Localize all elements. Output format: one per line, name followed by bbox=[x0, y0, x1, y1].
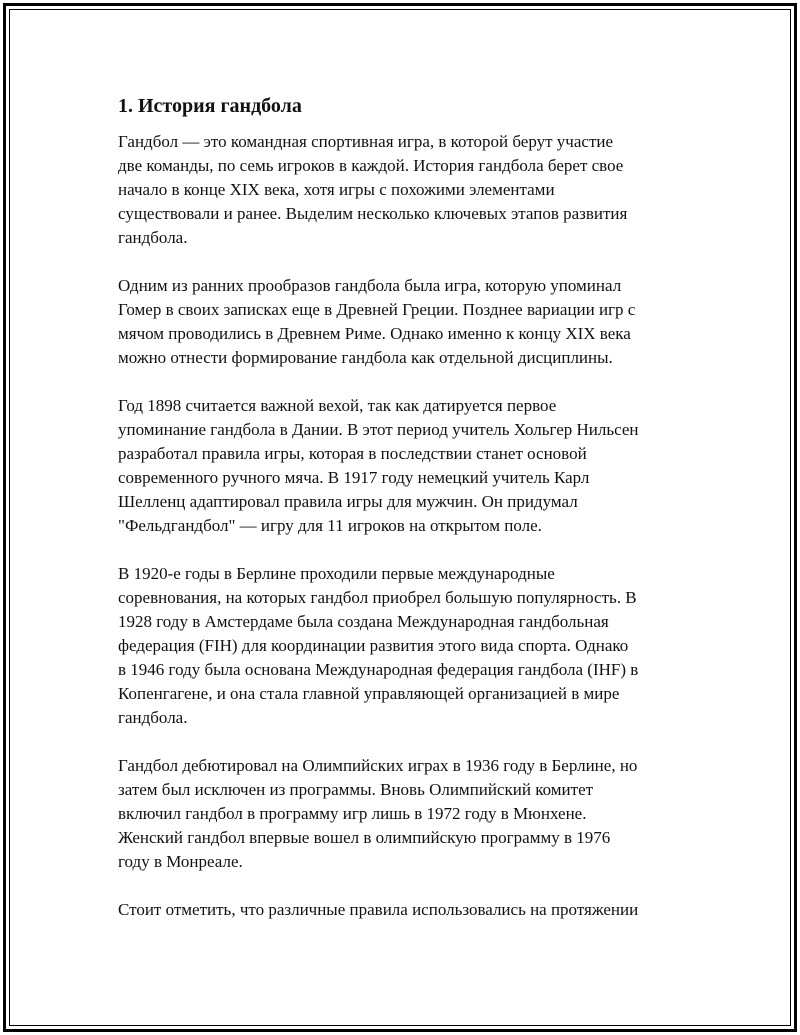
paragraph bbox=[118, 898, 690, 922]
text-line: 1928 году в Амстердаме была создана Международная гандбольная bbox=[118, 612, 609, 631]
text-line: существовали и ранее. Выделим несколько ключевых этапов развития bbox=[118, 204, 628, 223]
paragraph bbox=[118, 562, 690, 730]
text-line: Гандбол дебютировал на Олимпийских играх в 1936 году в Берлине, но bbox=[118, 756, 638, 775]
text-line: гандбола. bbox=[118, 708, 188, 727]
text-line: затем был исключен из программы. Вновь Олимпийский комитет bbox=[118, 780, 594, 799]
paragraph bbox=[118, 754, 690, 874]
text-line: Одним из ранних прообразов гандбола была игра, которую упоминал bbox=[118, 276, 622, 295]
paragraph bbox=[118, 274, 690, 370]
paragraph bbox=[118, 130, 690, 250]
text-line: современного ручного мяча. В 1917 году немецкий учитель Карл bbox=[118, 468, 590, 487]
text-line: "Фельдгандбол" — игру для 11 игроков на открытом поле. bbox=[118, 516, 542, 535]
text-line: Стоит отметить, что различные правила использовались на протяжении bbox=[118, 900, 639, 919]
text-line: мячом проводились в Древнем Риме. Однако именно к концу XIX века bbox=[118, 324, 631, 343]
text-line: можно отнести формирование гандбола как отдельной дисциплины. bbox=[118, 348, 613, 367]
text-line: начало в конце XIX века, хотя игры с похожими элементами bbox=[118, 180, 555, 199]
text-line: Копенгагене, и она стала главной управляющей организацией в мире bbox=[118, 684, 620, 703]
text-line: Шелленц адаптировал правила игры для мужчин. Он придумал bbox=[118, 492, 578, 511]
text-line: упоминание гандбола в Дании. В этот период учитель Хольгер Нильсен bbox=[118, 420, 639, 439]
text-line: Год 1898 считается важной вехой, так как датируется первое bbox=[118, 396, 557, 415]
text-line: Женский гандбол впервые вошел в олимпийскую программу в 1976 bbox=[118, 828, 611, 847]
text-line: гандбола. bbox=[118, 228, 188, 247]
text-line: Гандбол — это командная спортивная игра, в которой берут участие bbox=[118, 132, 614, 151]
section-heading: 1. История гандбола bbox=[118, 95, 302, 117]
text-line: Гомер в своих записках еще в Древней Греции. Позднее вариации игр с bbox=[118, 300, 636, 319]
text-line: в 1946 году была основана Международная федерация гандбола (IHF) в bbox=[118, 660, 639, 679]
text-line: федерация (FIH) для координации развития этого вида спорта. Однако bbox=[118, 636, 629, 655]
paragraph bbox=[118, 394, 690, 538]
text-line: году в Монреале. bbox=[118, 852, 243, 871]
text-line: включил гандбол в программу игр лишь в 1972 году в Мюнхене. bbox=[118, 804, 587, 823]
document-body bbox=[118, 94, 690, 922]
text-line: соревнования, на которых гандбол приобрел большую популярность. В bbox=[118, 588, 637, 607]
text-line: разработал правила игры, которая в последствии станет основой bbox=[118, 444, 587, 463]
text-line: В 1920-е годы в Берлине проходили первые международные bbox=[118, 564, 555, 583]
text-line: две команды, по семь игроков в каждой. История гандбола берет свое bbox=[118, 156, 624, 175]
paragraph-list bbox=[118, 130, 690, 922]
